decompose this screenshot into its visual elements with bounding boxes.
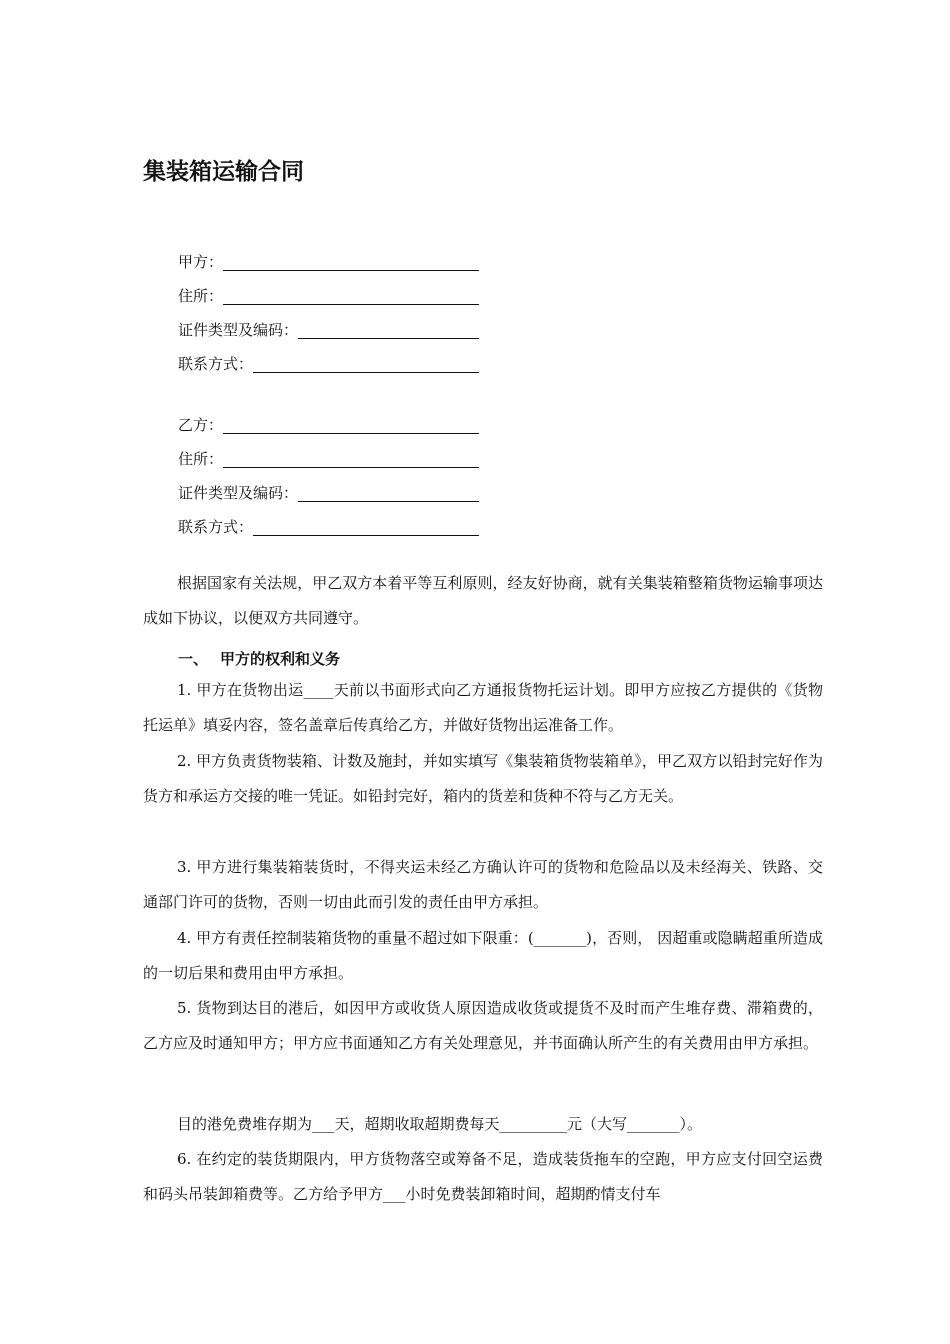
party-b-id-label: 证件类型及编码： — [178, 484, 299, 502]
clause-5-storage-note: 目的港免费堆存期为___天，超期收取超期费每天_________元（大写_______）。 — [177, 1115, 703, 1133]
party-b-contact-label: 联系方式： — [178, 518, 254, 536]
party-b-contact-blank[interactable] — [253, 513, 479, 536]
clause-5: 5. 货物到达目的港后，如因甲方或收货人原因造成收货或提货不及时而产生堆存费、滞箱费的，乙方应及时通知甲方；甲方应书面通知乙方有关处理意见，并书面确认所产生的有关费用由甲方承担。 — [143, 999, 823, 1052]
party-a-contact-line — [178, 343, 479, 377]
clause-1: 1. 甲方在货物出运____天前以书面形式向乙方通报货物托运计划。即甲方应按乙方提供的《货物托运单》填妥内容，签名盖章后传真给乙方，并做好货物出运准备工作。 — [143, 681, 823, 734]
party-a-id-line — [178, 309, 479, 343]
party-b-address-blank[interactable] — [223, 445, 479, 468]
party-b-id-line — [178, 472, 479, 506]
party-a-name-label: 甲方： — [178, 253, 224, 271]
party-a-id-blank[interactable] — [298, 316, 479, 339]
party-b-block — [178, 404, 479, 540]
section-1-number: 一、 — [178, 650, 209, 668]
section-1-title: 甲方的权利和义务 — [220, 650, 341, 668]
party-b-contact-line — [178, 506, 479, 540]
party-a-block — [178, 241, 479, 377]
party-b-address-line — [178, 438, 479, 472]
party-a-name-line — [178, 241, 479, 275]
party-a-address-blank[interactable] — [223, 282, 479, 305]
party-b-name-line — [178, 404, 479, 438]
intro-paragraph: 根据国家有关法规，甲乙双方本着平等互利原则，经友好协商，就有关集装箱整箱货物运输事项达成如下协议，以便双方共同遵守。 — [143, 574, 823, 627]
page-title: 集装箱运输合同 — [143, 159, 304, 185]
party-b-address-label: 住所： — [178, 450, 224, 468]
party-a-address-line — [178, 275, 479, 309]
party-a-id-label: 证件类型及编码： — [178, 321, 299, 339]
party-a-contact-blank[interactable] — [253, 350, 479, 373]
party-b-name-blank[interactable] — [223, 411, 479, 434]
party-a-contact-label: 联系方式： — [178, 355, 254, 373]
party-b-id-blank[interactable] — [298, 479, 479, 502]
clause-3: 3. 甲方进行集装箱装货时，不得夹运未经乙方确认许可的货物和危险品以及未经海关、铁路、交通部门许可的货物，否则一切由此而引发的责任由甲方承担。 — [143, 858, 823, 911]
section-1-heading — [178, 648, 340, 669]
clause-2: 2. 甲方负责货物装箱、计数及施封，并如实填写《集装箱货物装箱单》，甲乙双方以铅封完好作为货方和承运方交接的唯一凭证。如铅封完好，箱内的货差和货种不符与乙方无关。 — [143, 752, 823, 805]
party-a-address-label: 住所： — [178, 287, 224, 305]
clause-6: 6. 在约定的装货期限内，甲方货物落空或筹备不足，造成装货拖车的空跑，甲方应支付回空运费和码头吊装卸箱费等。乙方给予甲方___小时免费装卸箱时间，超期酌情支付车 — [143, 1150, 823, 1203]
clause-4: 4. 甲方有责任控制装箱货物的重量不超过如下限重：(_______)，否则， 因超重或隐瞒超重所造成的一切后果和费用由甲方承担。 — [143, 929, 823, 982]
party-a-name-blank[interactable] — [223, 248, 479, 271]
party-b-name-label: 乙方： — [178, 416, 224, 434]
